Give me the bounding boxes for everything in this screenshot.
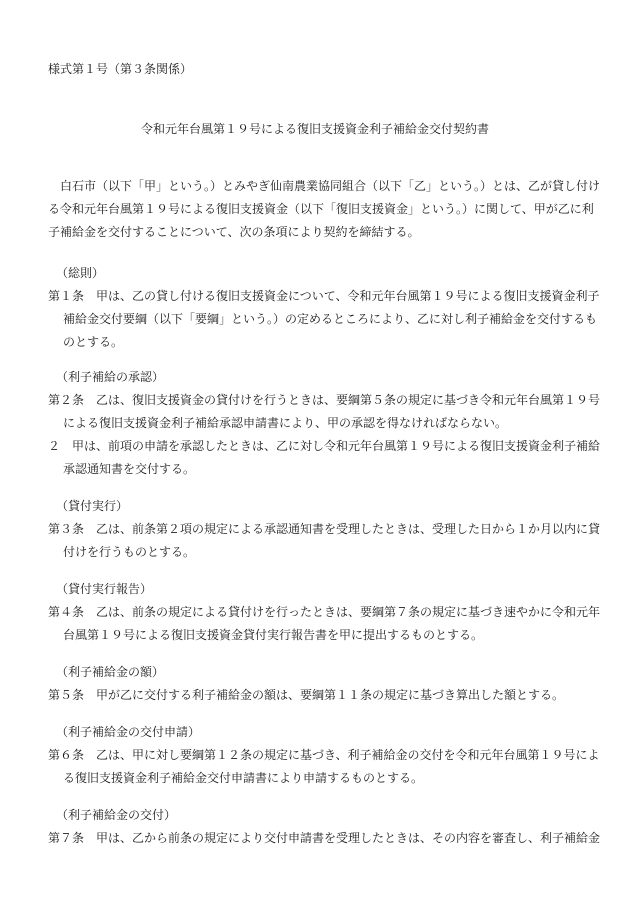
preamble-line: 白石市（以下「甲」という。）とみやぎ仙南農業協同組合（以下「乙」という。）とは、乙が貸し付け [48, 179, 601, 193]
article-line: 付けを行うものとする。 [63, 545, 196, 559]
article-line: 第５条 甲が乙に交付する利子補給金の額は、要綱第１１条の規定に基づき算出した額とする。 [48, 688, 565, 702]
article-line: 第３条 乙は、前条第２項の規定による承認通知書を受理したときは、受理した日から１か月以内に貸 [48, 522, 601, 536]
article-line: による復旧支援資金利子補給承認申請書により、甲の承認を得なければならない。 [63, 416, 508, 430]
article-line: 補給金交付要綱（以下「要綱」という。）の定めるところにより、乙に対し利子補給金を交付するも [63, 312, 598, 326]
article-line: のとする。 [63, 335, 124, 349]
article-line: 第２条 乙は、復旧支援資金の貸付けを行うときは、要綱第５条の規定に基づき令和元年台風第１９号 [48, 393, 601, 407]
article-line: 第７条 甲は、乙から前条の規定により交付申請書を受理したときは、その内容を審査し、利子補給金 [48, 831, 601, 845]
article-line: 承認通知書を交付する。 [63, 462, 196, 476]
article-heading: （貸付実行） [56, 499, 129, 513]
article-line: 第１条 甲は、乙の貸し付ける復旧支援資金について、令和元年台風第１９号による復旧支援資金利子 [48, 289, 600, 303]
article-heading: （利子補給金の交付） [56, 808, 177, 822]
article-line: 第６条 乙は、甲に対し要綱第１２条の規定に基づき、利子補給金の交付を令和元年台風第１９号によ [48, 748, 600, 762]
article-heading: （総則） [56, 266, 105, 280]
document-title: 令和元年台風第１９号による復旧支援資金利子補給金交付契約書 [140, 122, 489, 136]
article-line: 台風第１９号による復旧支援資金貸付実行報告書を甲に提出するものとする。 [63, 628, 484, 642]
article-line: ２ 甲は、前項の申請を承認したときは、乙に対し令和元年台風第１９号による復旧支援資金利子補給 [48, 439, 601, 453]
preamble-line: 子補給金を交付することについて、次の条項により契約を締結する。 [48, 225, 420, 239]
article-line: 第４条 乙は、前条の規定による貸付けを行ったときは、要綱第７条の規定に基づき速やかに令和元年 [48, 605, 601, 619]
article-line: る復旧支援資金利子補給金交付申請書により申請するものとする。 [63, 771, 424, 785]
preamble-line: る令和元年台風第１９号による復旧支援資金（以下「復旧支援資金」という。）に関して、甲が乙に利 [48, 202, 594, 216]
article-heading: （利子補給金の額） [56, 665, 165, 679]
article-heading: （貸付実行報告） [56, 582, 153, 596]
article-heading: （利子補給金の交付申請） [56, 725, 201, 739]
form-label: 様式第１号（第３条関係） [48, 62, 193, 76]
article-heading: （利子補給の承認） [56, 370, 165, 384]
